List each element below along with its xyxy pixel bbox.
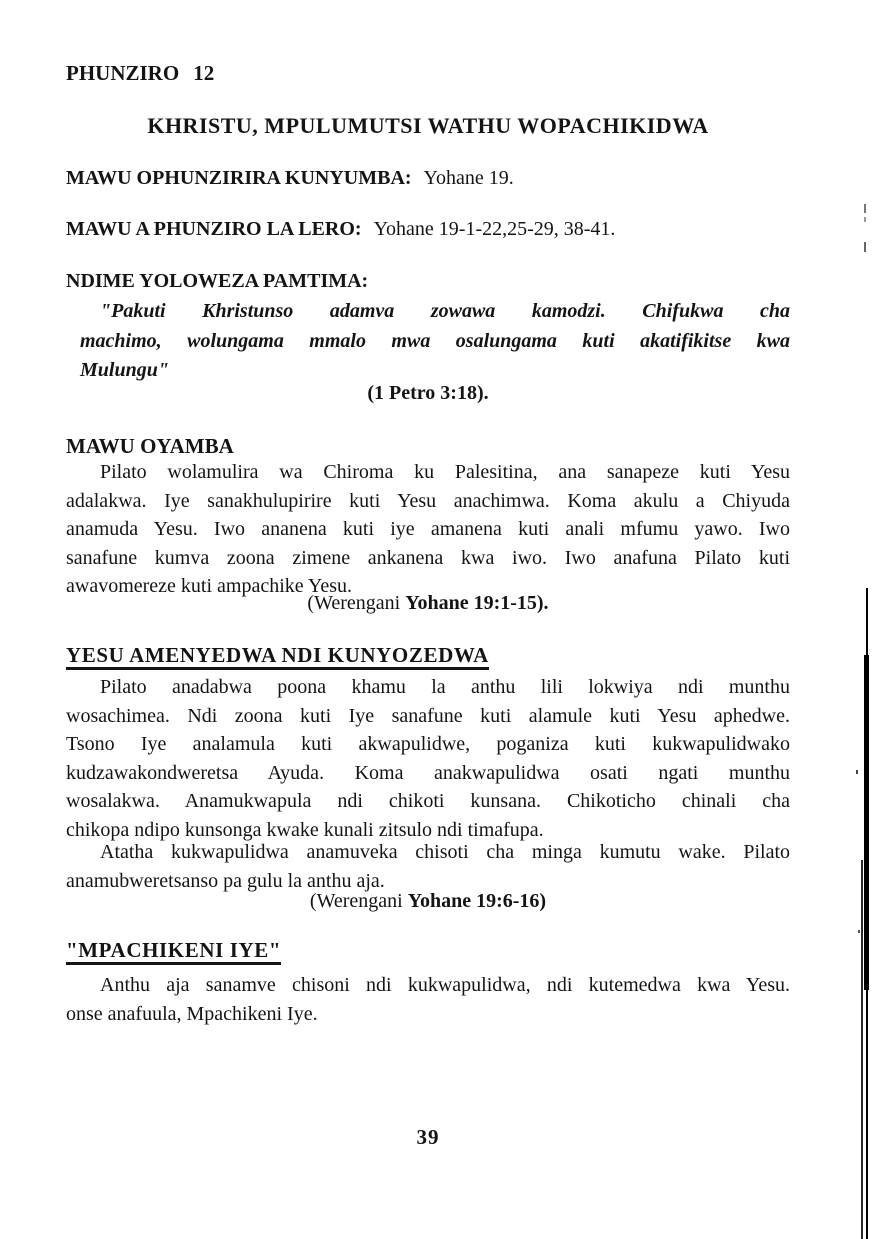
section2-paragraph bbox=[66, 971, 790, 1028]
section1-heading-text: YESU AMENYEDWA NDI KUNYOZEDWA bbox=[66, 644, 489, 670]
text-line: kudzawakondweretsa Ayuda. Koma anakwapulidwa osati ngati munthu bbox=[66, 761, 790, 784]
section1-paragraph-2 bbox=[66, 838, 790, 895]
today-lesson-value: Yohane 19-1-22,25-29, 38-41. bbox=[373, 218, 616, 240]
text-line: "Pakuti Khristunso adamva zowawa kamodzi. Chifukwa cha bbox=[100, 300, 790, 322]
section1-paragraph-1 bbox=[66, 673, 790, 844]
memory-verse-heading bbox=[66, 270, 790, 292]
section2-heading-text: "MPACHIKENI IYE" bbox=[66, 939, 281, 965]
today-lesson-label: MAWU A PHUNZIRO LA LERO: bbox=[66, 218, 362, 240]
text-line: awavomereze kuti ampachike Yesu. bbox=[66, 575, 353, 597]
scan-artifact-vertical-line bbox=[861, 860, 863, 1239]
lesson-number: 12 bbox=[193, 61, 215, 85]
today-lesson-reference bbox=[66, 218, 790, 240]
text-line: wosalakwa. Anamukwapula ndi chikoti kunsana. Chikoticho chinali cha bbox=[66, 790, 790, 812]
section1-heading bbox=[66, 644, 790, 670]
page-number-text: 39 bbox=[416, 1125, 440, 1149]
text-line: Pilato wolamulira wa Chiroma ku Palesitina, ana sanapeze kuti Yesu bbox=[100, 461, 790, 483]
page-number bbox=[66, 1126, 790, 1149]
intro-paragraph bbox=[66, 458, 790, 601]
text-line: machimo, wolungama mmalo mwa osalungama kuti akatifikitse kwa bbox=[80, 329, 790, 352]
reading-ref-prefix: (Werengani bbox=[309, 890, 408, 912]
home-study-label: MAWU OPHUNZIRIRA KUNYUMBA: bbox=[66, 167, 412, 189]
text-line: sanafune kumva zoona zimene ankanena kwa iwo. Iwo anafuna Pilato kuti bbox=[66, 546, 790, 569]
text-line: onse anafuula, Mpachikeni Iye. bbox=[66, 1002, 318, 1025]
text-line: adalakwa. Iye sanakhulupirire kuti Yesu anachimwa. Koma akulu a Chiyuda bbox=[66, 489, 790, 512]
reading-ref-citation: Yohane 19:1-15). bbox=[405, 592, 549, 614]
scan-artifact-speck bbox=[864, 217, 866, 222]
lesson-title-text: KHRISTU, MPULUMUTSI WATHU WOPACHIKIDWA bbox=[147, 113, 709, 138]
lesson-header bbox=[66, 62, 790, 85]
home-study-value: Yohane 19. bbox=[423, 167, 514, 189]
text-line: Anthu aja sanamve chisoni ndi kukwapulidwa, ndi kutemedwa kwa Yesu. bbox=[100, 974, 790, 996]
memory-verse-heading-text: NDIME YOLOWEZA PAMTIMA: bbox=[66, 270, 369, 292]
text-line: anamuda Yesu. Iwo ananena kuti iye amanena kuti anali mfumu yawo. Iwo bbox=[66, 518, 790, 540]
intro-reading-reference bbox=[66, 592, 790, 614]
scan-artifact-speck bbox=[864, 242, 866, 252]
reading-ref-prefix: (Werengani bbox=[307, 592, 406, 614]
scan-artifact-speck bbox=[858, 930, 860, 933]
memory-verse-reference-text: (1 Petro 3:18). bbox=[367, 382, 489, 404]
text-line: wosachimea. Ndi zoona kuti Iye sanafune kuti alamule kuti Yesu aphedwe. bbox=[66, 704, 790, 727]
reading-ref-citation: Yohane 19:6-16) bbox=[407, 890, 547, 912]
scan-artifact-vertical-line bbox=[864, 655, 869, 990]
text-line: Pilato anadabwa poona khamu la anthu lili lokwiya ndi munthu bbox=[100, 676, 790, 698]
text-line: anamubweretsanso pa gulu la anthu aja. bbox=[66, 869, 385, 892]
memory-verse-quote bbox=[80, 297, 790, 386]
section2-heading bbox=[66, 939, 790, 965]
text-line: Atatha kukwapulidwa anamuveka chisoti cha minga kumutu wake. Pilato bbox=[100, 841, 790, 863]
scan-artifact-speck bbox=[864, 204, 866, 213]
scan-artifact-speck bbox=[856, 770, 858, 774]
memory-verse-reference bbox=[66, 382, 790, 404]
home-study-reference bbox=[66, 167, 790, 189]
text-line: chikopa ndipo kunsonga kwake kunali zitsulo ndi timafupa. bbox=[66, 818, 544, 841]
intro-heading bbox=[66, 435, 790, 458]
section1-reading-reference bbox=[66, 890, 790, 912]
text-line: Tsono Iye analamula kuti akwapulidwe, poganiza kuti kukwapulidwako bbox=[66, 733, 790, 755]
lesson-title bbox=[66, 115, 790, 138]
lesson-label: PHUNZIRO bbox=[66, 61, 180, 85]
intro-heading-text: MAWU OYAMBA bbox=[66, 434, 234, 458]
text-line: Mulungu" bbox=[80, 359, 169, 381]
